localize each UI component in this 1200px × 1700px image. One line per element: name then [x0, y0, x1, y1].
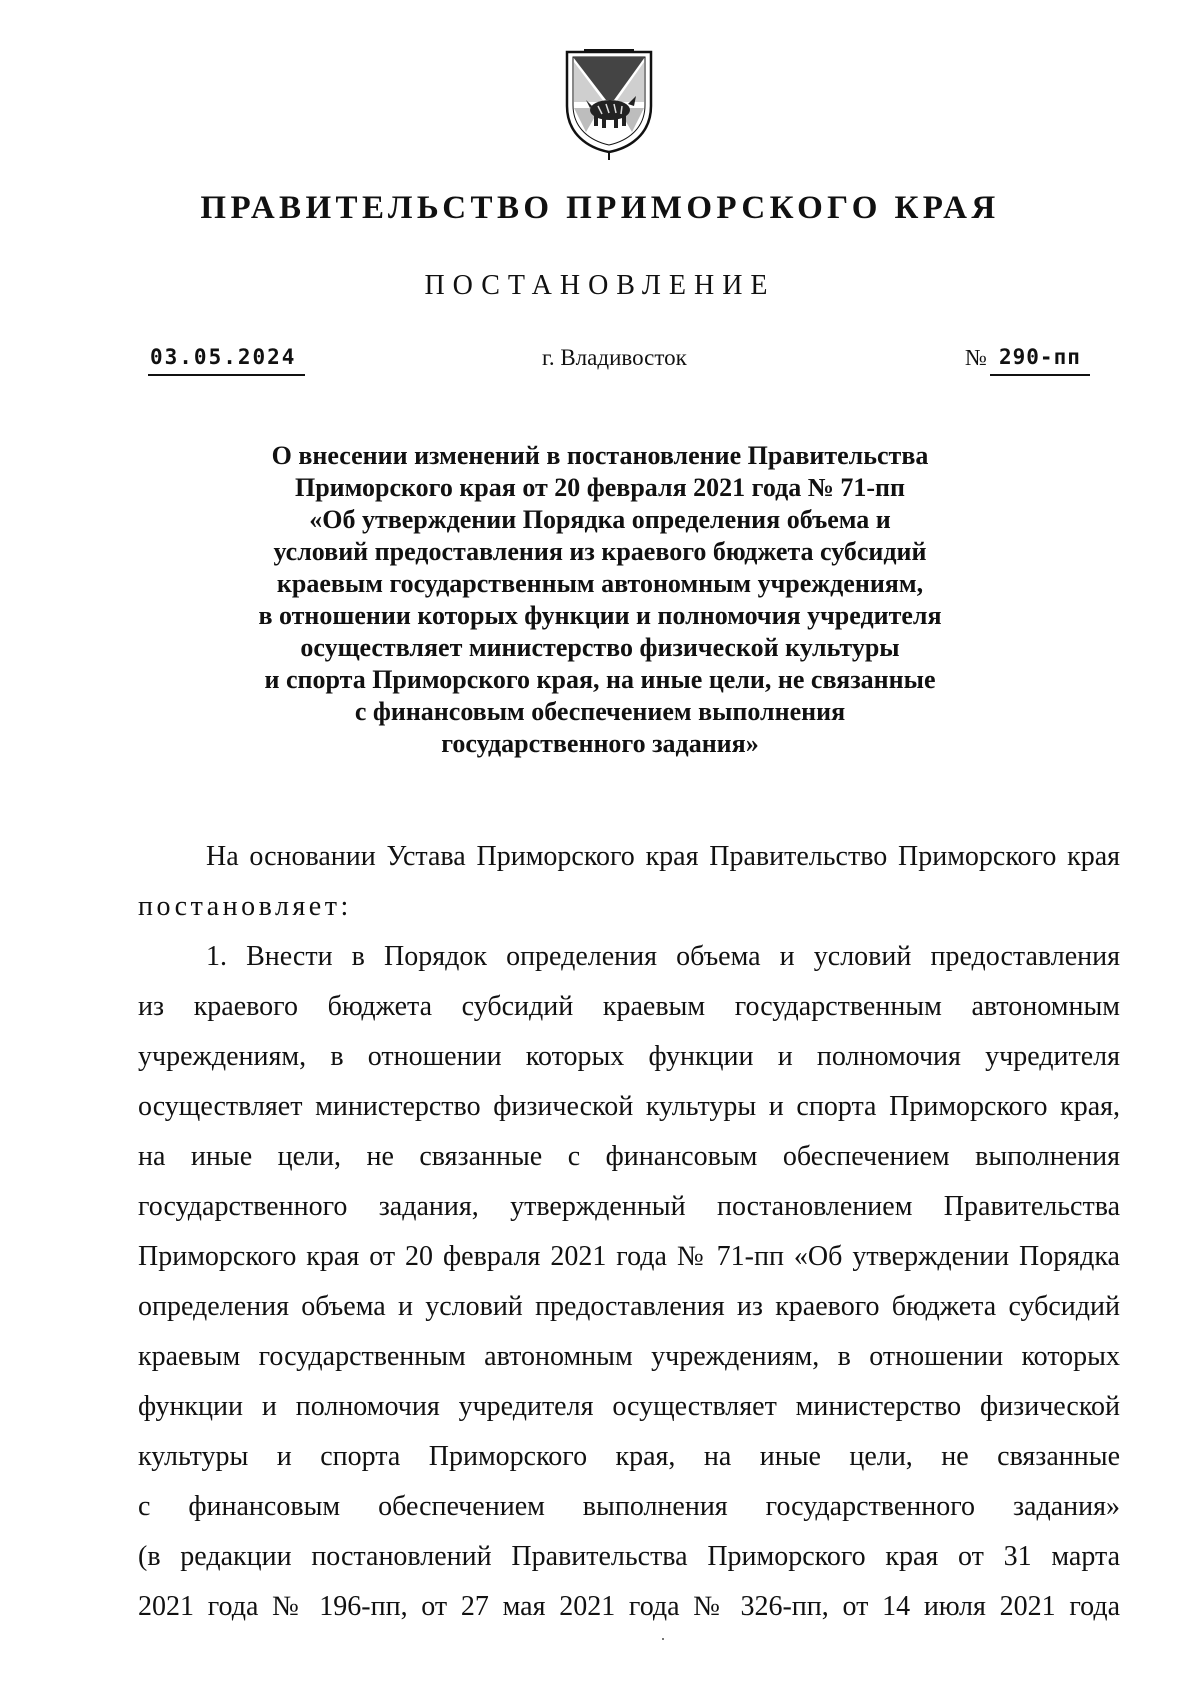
- document-city: г. Владивосток: [542, 345, 687, 370]
- heading-line: О внесении изменений в постановление Правительства: [271, 441, 929, 470]
- heading-line: условий предоставления из краевого бюджета субсидий: [273, 537, 927, 566]
- body-line: функции и полномочия учредителя осуществляет министерство физической: [138, 1391, 1120, 1422]
- number-underline: [990, 374, 1090, 376]
- body-line: 2021 года № 196-пп, от 27 мая 2021 года № 326-пп, от 14 июля 2021 года: [138, 1591, 1120, 1622]
- heading-line: краевым государственным автономным учреждениям,: [276, 569, 924, 598]
- document-heading: [0, 440, 1200, 760]
- document-number: 290-пп: [999, 345, 1081, 369]
- body-line: культуры и спорта Приморского края, на иные цели, не связанные: [138, 1441, 1120, 1472]
- document-date: 03.05.2024: [150, 345, 297, 369]
- body-line: на иные цели, не связанные с финансовым обеспечением выполнения: [138, 1141, 1120, 1172]
- heading-line: осуществляет министерство физической культуры: [300, 633, 900, 662]
- body-line: определения объема и условий предоставления из краевого бюджета субсидий: [138, 1291, 1120, 1322]
- body-line: краевым государственным автономным учреждениям, в отношении которых: [138, 1341, 1120, 1372]
- heading-line: «Об утверждении Порядка определения объема и: [309, 505, 891, 534]
- resolves-text: постановляет:: [138, 891, 352, 922]
- organization-title: ПРАВИТЕЛЬСТВО ПРИМОРСКОГО КРАЯ: [200, 190, 1000, 226]
- heading-line: в отношении которых функции и полномочия учредителя: [258, 601, 942, 630]
- heading-line: с финансовым обеспечением выполнения: [354, 697, 846, 726]
- document-type: ПОСТАНОВЛЕНИЕ: [424, 270, 776, 301]
- body-line: с финансовым обеспечением выполнения государственного задания»: [138, 1491, 1120, 1522]
- heading-line: Приморского края от 20 февраля 2021 года № 71-пп: [295, 473, 905, 502]
- body-line: государственного задания, утвержденный постановлением Правительства: [138, 1191, 1120, 1222]
- body-line: Приморского края от 20 февраля 2021 года № 71-пп «Об утверждении Порядка: [138, 1241, 1120, 1272]
- date-underline: [148, 374, 305, 376]
- body-line: учреждениям, в отношении которых функции и полномочия учредителя: [138, 1041, 1120, 1072]
- primorsky-krai-coat-of-arms-icon: [564, 48, 654, 163]
- heading-line: и спорта Приморского края, на иные цели, не связанные: [264, 665, 936, 694]
- body-line: 1. Внести в Порядок определения объема и условий предоставления: [206, 941, 1120, 972]
- heading-line: государственного задания»: [441, 729, 759, 758]
- document-number-label: №: [965, 345, 987, 370]
- document-body: [138, 832, 1120, 1632]
- preamble-text: На основании Устава Приморского края Правительство Приморского края: [206, 841, 1120, 872]
- body-line: (в редакции постановлений Правительства Приморского края от 31 марта: [138, 1541, 1120, 1572]
- body-line: осуществляет министерство физической культуры и спорта Приморского края,: [138, 1091, 1120, 1122]
- body-line: из краевого бюджета субсидий краевым государственным автономным: [138, 991, 1120, 1022]
- scan-speck: [662, 1638, 664, 1640]
